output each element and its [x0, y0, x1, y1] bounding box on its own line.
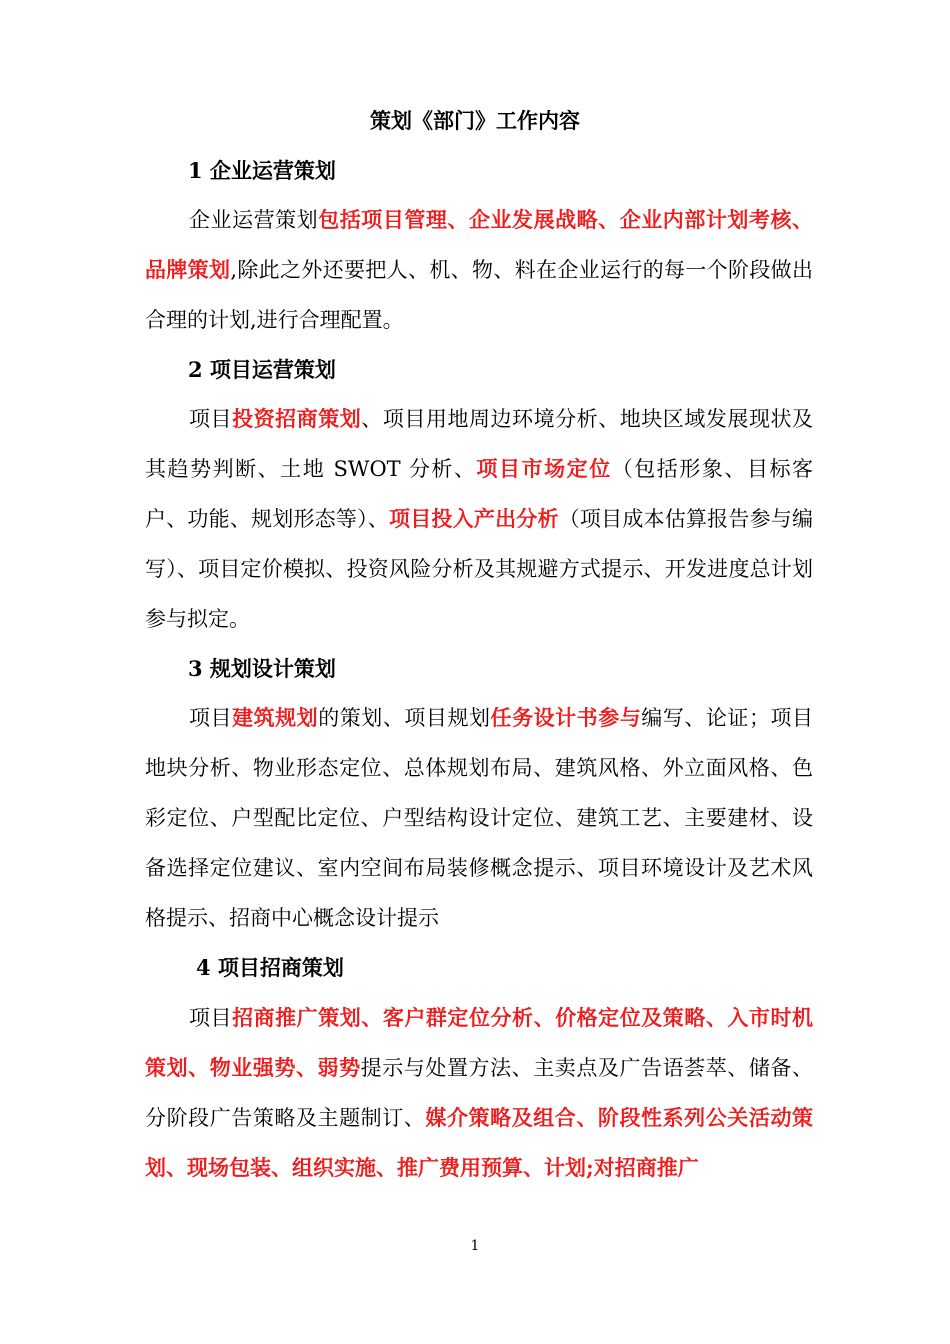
- body-text: 编写、论证；项目地块分析、物业形态定位、总体规划布局、建筑风格、外立面风格、色彩定位、户型配比定位、户型结构设计定位、建筑工艺、主要建材、设备选择定位建议、室内空间布局装修概念提示、项目环境设计及艺术风格提示、招商中心概念设计提示: [145, 706, 814, 930]
- highlighted-text: 投资招商策划: [232, 406, 362, 431]
- section-3-heading: 3 规划设计策划: [188, 656, 336, 681]
- section-1-heading: 1 企业运营策划: [188, 158, 336, 183]
- highlighted-text: 包括项目管理、企业发展战略、企业内部计划考核、品牌策划: [145, 207, 814, 282]
- body-text: 、项目用地周边环境分析、地块区域发展现状及其趋势判断、土地 SWOT 分析、: [145, 407, 814, 481]
- section-2-heading: 2 项目运营策划: [188, 357, 336, 382]
- highlighted-text: 项目市场定位: [476, 456, 612, 481]
- body-text: ,除此之外还要把人、机、物、料在企业运行的每一个阶段做出合理的计划,进行合理配置。: [145, 258, 813, 332]
- body-text: 项目: [189, 1006, 233, 1030]
- section-1-paragraph: [145, 195, 813, 345]
- highlighted-text: 媒介策略及组合、阶段性系列公关活动策划、现场包装、组织实施、推广费用预算、计划;对招商推广: [145, 1105, 814, 1180]
- body-text: （包括形象、目标客户、功能、规划形态等）、: [145, 457, 814, 531]
- body-text: 企业运营策划: [189, 208, 319, 232]
- highlighted-text: 建筑规划: [232, 705, 319, 730]
- section-4-heading: 4 项目招商策划: [196, 955, 344, 980]
- body-text: 项目: [189, 706, 233, 730]
- highlighted-text: 任务设计书参与: [490, 705, 642, 730]
- document-title: 策划《部门》工作内容: [370, 108, 580, 133]
- body-text: （项目成本估算报告参与编写）、项目定价模拟、投资风险分析及其规避方式提示、开发进度总计划参与拟定。: [145, 507, 814, 631]
- highlighted-text: 项目投入产出分析: [389, 506, 559, 531]
- section-2-paragraph: [145, 394, 813, 644]
- body-text: 提示与处置方法、主卖点及广告语荟萃、储备、分阶段广告策略及主题制订、: [145, 1056, 814, 1130]
- section-3-paragraph: [145, 693, 813, 943]
- highlighted-text: 招商推广策划、客户群定位分析、价格定位及策略、入市时机策划、物业强势、弱势: [145, 1005, 814, 1080]
- body-text: 项目: [189, 407, 233, 431]
- page-number: 1: [470, 1238, 480, 1254]
- section-4-paragraph: [145, 993, 813, 1193]
- body-text: 的策划、项目规划: [318, 706, 491, 730]
